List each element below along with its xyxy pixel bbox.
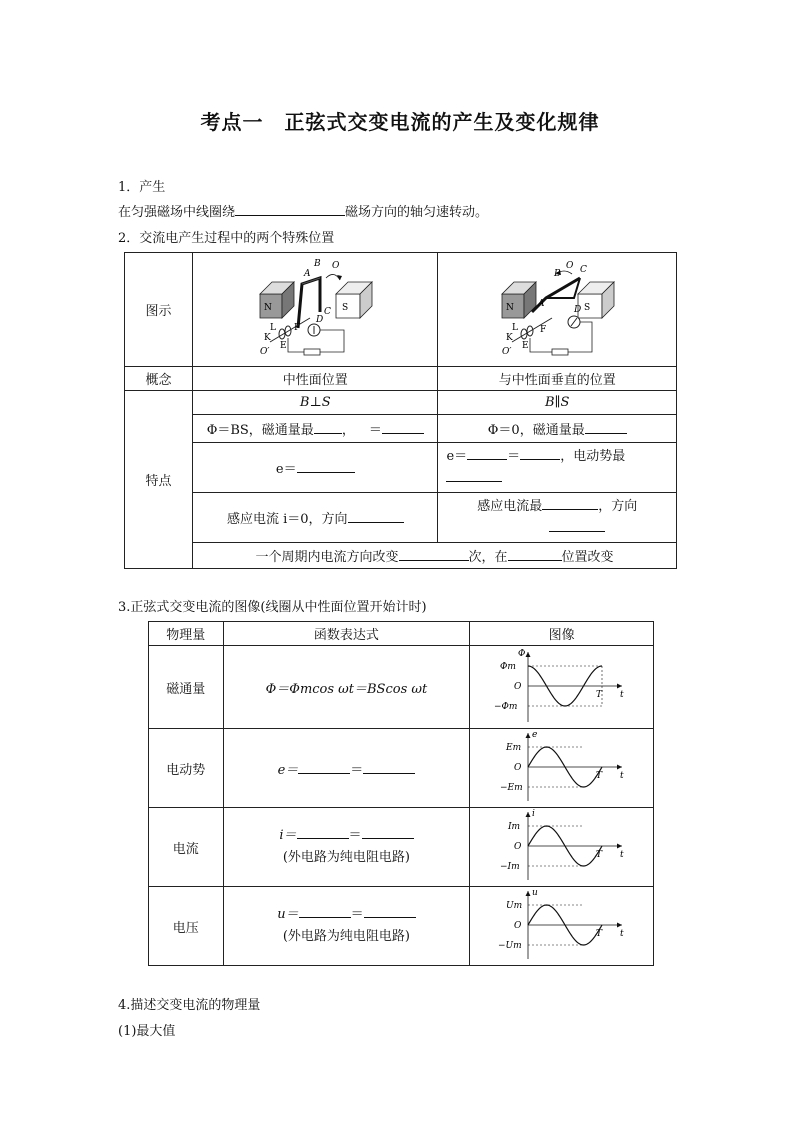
concept-row-label: 概念 xyxy=(125,367,193,391)
flux-axis-x: t xyxy=(619,690,624,700)
label-E: E xyxy=(280,340,287,351)
perpendicular-current-suffix: ，方向 xyxy=(598,498,638,514)
emf-max: Em xyxy=(505,743,521,753)
answer-blank xyxy=(299,904,351,918)
emf-expression-cell xyxy=(223,729,470,808)
label-K-2: K xyxy=(506,332,513,343)
perpendicular-plane-concept: 与中性面垂直的位置 xyxy=(438,367,677,391)
label-B-2: B xyxy=(554,268,561,279)
label-L: L xyxy=(270,322,277,333)
neutral-flux-text: Φ＝BS，磁通量最 xyxy=(206,423,314,438)
label-S-2: S xyxy=(584,302,591,313)
perpendicular-emf-cell xyxy=(438,443,677,493)
figure-row-label: 图示 xyxy=(125,253,193,367)
neutral-plane-diagram xyxy=(240,256,390,360)
spacer xyxy=(355,421,369,434)
answer-blank xyxy=(297,459,355,473)
waveform-table xyxy=(148,621,654,966)
label-D-2: D xyxy=(574,304,582,315)
section-4-heading: 4.描述交变电流的物理量 xyxy=(118,998,261,1013)
section-3-heading: 3.正弦式交变电流的图像(线圈从中性面位置开始计时) xyxy=(118,600,427,615)
label-L-2: L xyxy=(512,322,519,333)
emf-expr-b: ＝ xyxy=(350,762,364,778)
perpendicular-emf-eq: ＝ xyxy=(507,448,521,464)
label-O-prime: O′ xyxy=(260,346,270,357)
neutral-emf-text: e＝ xyxy=(275,462,297,477)
answer-blank xyxy=(298,760,350,774)
header-graph: 图像 xyxy=(470,622,654,646)
flux-graph xyxy=(492,646,632,724)
label-S: S xyxy=(342,302,349,313)
header-quantity: 物理量 xyxy=(149,622,224,646)
emf-graph xyxy=(492,729,632,803)
emf-origin: O xyxy=(513,763,522,773)
emf-min: −Em xyxy=(499,783,523,793)
perpendicular-flux-text: Φ＝0，磁通量最 xyxy=(487,423,585,438)
special-positions-table xyxy=(124,252,677,569)
flux-origin: O xyxy=(513,682,522,692)
current-note: (外电路为纯电阻电路) xyxy=(282,850,410,865)
label-E-2: E xyxy=(522,340,529,351)
voltage-axis-x: t xyxy=(619,929,624,939)
neutral-emf-cell xyxy=(193,443,438,493)
current-period: T xyxy=(595,850,602,860)
perpendicular-flux-cell xyxy=(438,415,677,443)
neutral-current-cell xyxy=(193,493,438,543)
answer-blank xyxy=(508,547,562,561)
emf-axis-y: e xyxy=(531,730,537,740)
label-F: F xyxy=(294,322,301,333)
flux-expression: Φ＝Φmcos ωt＝BScos ωt xyxy=(223,646,470,729)
answer-blank xyxy=(382,420,424,434)
row-name-current: 电流 xyxy=(149,808,224,887)
voltage-graph xyxy=(492,887,632,961)
page-title: 考点一 正弦式交变电流的产生及变化规律 xyxy=(200,110,600,134)
label-C-2: C xyxy=(580,264,588,275)
perpendicular-emf-text: e＝ xyxy=(446,448,468,464)
period-text-c: 位置改变 xyxy=(561,550,614,565)
answer-blank xyxy=(520,446,560,460)
answer-blank xyxy=(542,496,598,510)
neutral-flux-cell xyxy=(193,415,438,443)
header-expression: 函数表达式 xyxy=(223,622,470,646)
current-graph xyxy=(492,808,632,882)
section-1-text-b: 磁场方向的轴匀速转动。 xyxy=(345,205,489,220)
neutral-flux-sep: ， xyxy=(341,423,355,438)
flux-axis-y: Φ xyxy=(517,649,526,659)
label-O-top-2: O xyxy=(566,260,574,271)
emf-axis-x: t xyxy=(619,771,624,781)
section-1-heading: 1．产生 xyxy=(118,180,166,195)
feature-row-label: 特点 xyxy=(125,391,193,569)
current-max: Im xyxy=(507,822,520,832)
label-B: B xyxy=(314,258,321,269)
flux-min: −Φm xyxy=(493,702,518,712)
section-1-text-a: 在匀强磁场中线圈绕 xyxy=(118,205,236,220)
label-K: K xyxy=(264,332,271,343)
perpendicular-current-cell xyxy=(438,493,677,543)
answer-blank xyxy=(364,904,416,918)
answer-blank xyxy=(235,202,345,216)
section-1-text xyxy=(118,201,488,220)
current-min: −Im xyxy=(499,862,520,872)
period-text-a: 一个周期内电流方向改变 xyxy=(255,550,399,565)
voltage-note: (外电路为纯电阻电路) xyxy=(282,929,410,944)
label-F-2: F xyxy=(540,324,547,335)
current-expr-a: i＝ xyxy=(279,828,297,843)
neutral-plane-figure xyxy=(193,253,438,367)
voltage-expr-b: ＝ xyxy=(350,907,364,922)
emf-graph-cell xyxy=(470,729,654,808)
answer-blank xyxy=(446,468,502,482)
neutral-current-text: 感应电流 i＝0，方向 xyxy=(226,512,348,527)
label-C: C xyxy=(324,306,332,317)
flux-graph-cell xyxy=(470,646,654,729)
section-4-sub1: (1)最大值 xyxy=(118,1024,176,1039)
answer-blank xyxy=(362,825,414,839)
current-expr-b: ＝ xyxy=(348,828,362,843)
neutral-b-relation: B⊥S xyxy=(193,391,438,415)
answer-blank xyxy=(297,825,349,839)
voltage-min: −Um xyxy=(497,941,522,951)
neutral-plane-concept: 中性面位置 xyxy=(193,367,438,391)
period-cell xyxy=(193,543,677,569)
answer-blank xyxy=(467,446,507,460)
perpendicular-plane-figure xyxy=(438,253,677,367)
neutral-flux-eq: ＝ xyxy=(368,423,382,438)
row-name-voltage: 电压 xyxy=(149,887,224,966)
label-A: A xyxy=(304,268,311,279)
voltage-graph-cell xyxy=(470,887,654,966)
label-D: D xyxy=(316,314,324,325)
flux-max: Φm xyxy=(499,662,516,672)
current-graph-cell xyxy=(470,808,654,887)
label-O-prime-2: O′ xyxy=(502,346,512,357)
row-name-emf: 电动势 xyxy=(149,729,224,808)
current-axis-y: i xyxy=(531,809,535,819)
answer-blank xyxy=(399,547,469,561)
emf-period: T xyxy=(595,771,602,781)
voltage-period: T xyxy=(595,929,602,939)
perpendicular-b-relation: B∥S xyxy=(438,391,677,415)
voltage-expr-a: u＝ xyxy=(277,907,299,922)
section-2-heading: 2．交流电产生过程中的两个特殊位置 xyxy=(118,231,335,246)
voltage-expression-cell xyxy=(223,887,470,966)
current-axis-x: t xyxy=(619,850,624,860)
answer-blank xyxy=(363,760,415,774)
voltage-origin: O xyxy=(513,921,522,931)
period-text-b: 次，在 xyxy=(468,550,508,565)
current-expression-cell xyxy=(223,808,470,887)
answer-blank xyxy=(549,518,605,532)
perpendicular-current-text: 感应电流最 xyxy=(477,498,543,514)
label-A-2: A xyxy=(538,298,545,309)
row-name-flux: 磁通量 xyxy=(149,646,224,729)
perpendicular-emf-suffix: ，电动势最 xyxy=(560,448,626,464)
label-O-top: O xyxy=(332,260,340,271)
emf-expr-a: e＝ xyxy=(277,762,299,778)
flux-period: T xyxy=(595,690,602,700)
answer-blank xyxy=(314,420,342,434)
answer-blank xyxy=(585,420,627,434)
voltage-max: Um xyxy=(505,901,522,911)
perpendicular-plane-diagram xyxy=(482,256,632,360)
label-N: N xyxy=(264,302,273,313)
answer-blank xyxy=(348,509,404,523)
label-N-2: N xyxy=(506,302,515,313)
current-origin: O xyxy=(513,842,522,852)
voltage-axis-y: u xyxy=(531,888,538,898)
